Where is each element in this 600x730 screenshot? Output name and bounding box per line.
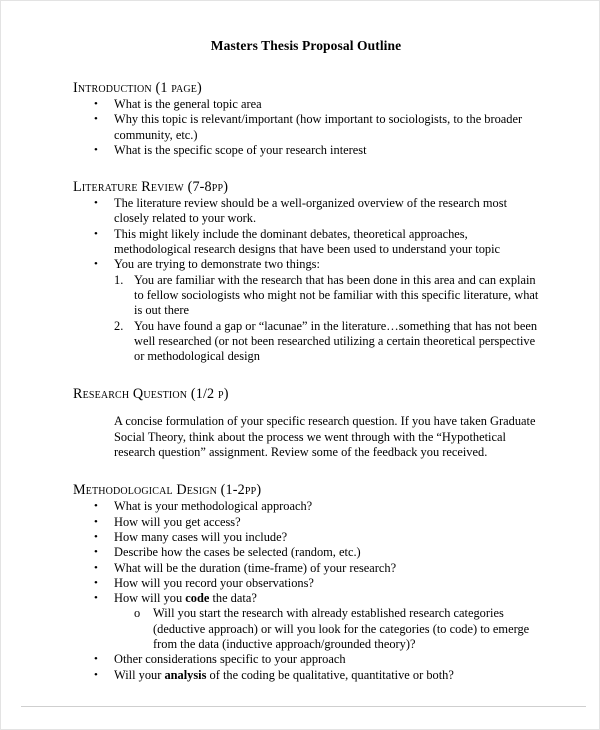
list-item-text: What is your methodological approach?: [114, 499, 313, 514]
section-heading-methodological-design: Methodological Design (1-2pp): [73, 482, 262, 499]
sub-list-item-text: Will you start the research with already established research categories (deductive approach) or will you look for the categories (to code) to emerge from the data (inductive approach/grounded theory)?: [153, 606, 530, 652]
bullet-marker-icon: •: [94, 227, 98, 240]
section-heading-introduction: Introduction (1 page): [73, 80, 202, 96]
paragraph-research-question: A concise formulation of your specific research question. If you have taken Graduate Social Theory, think about the process we went through with the “Hypothetical research question” assignment. Review some of the feedback you received.: [114, 414, 536, 460]
section-heading-literature-review: Literature Review (7-8pp): [73, 179, 229, 196]
list-item: [1, 257, 600, 272]
bullet-marker-icon: •: [94, 197, 98, 210]
bullet-list-introduction: [1, 97, 600, 158]
bullet-marker-icon: •: [94, 530, 98, 543]
numbered-list-literature-review: [1, 273, 600, 365]
footer-divider: [21, 706, 586, 707]
list-item-text-emphasis: analysis: [164, 667, 207, 682]
list-item-text: The literature review should be a well-organized overview of the research most closely related to your work.: [114, 196, 508, 226]
bullet-marker-icon: •: [94, 515, 98, 528]
bullet-marker-icon: •: [94, 546, 98, 559]
bullet-marker-icon: •: [94, 576, 98, 589]
list-item-text-suffix: the data?: [209, 591, 257, 606]
section-heading-research-question: Research Question (1/2 p): [73, 386, 229, 403]
list-item-text: Why this topic is relevant/important (how important to sociologists, to the broader community, etc.): [114, 112, 523, 142]
list-item-text-emphasis: code: [185, 591, 210, 606]
numbered-list-item-text: You are familiar with the research that has been done in this area and can explain to fellow sociologists who might not be familiar with this specific literature, what is out there: [134, 272, 539, 318]
list-item-text-suffix: of the coding be qualitative, quantitative or both?: [206, 667, 454, 682]
list-item-text: Other considerations specific to your approach: [114, 652, 346, 667]
bullet-marker-icon: •: [94, 653, 98, 666]
list-item: [1, 97, 600, 112]
list-item-text: How will you get access?: [114, 514, 241, 529]
list-item: [1, 196, 600, 227]
list-item: [1, 227, 600, 258]
number-marker: 2.: [114, 318, 124, 333]
bullet-marker-icon: •: [94, 98, 98, 110]
list-item-text-prefix: Will your: [114, 667, 165, 682]
list-item-text: Describe how the cases be selected (random, etc.): [114, 545, 361, 560]
page-content: [1, 1, 600, 683]
sub-bullet-marker-icon: o: [134, 606, 141, 621]
bullet-marker-icon: •: [94, 500, 98, 513]
list-item-text: How will you record your observations?: [114, 575, 314, 590]
list-item-text: What is the general topic area: [114, 97, 262, 111]
numbered-list-item: [1, 319, 600, 365]
list-item: [1, 530, 600, 545]
list-item: [1, 545, 600, 560]
bullet-marker-icon: •: [94, 113, 98, 126]
list-item: [1, 499, 600, 514]
list-item-analysis: [1, 668, 600, 683]
bullet-list-literature-review: [1, 196, 600, 272]
numbered-list-item-text: You have found a gap or “lacunae” in the literature…something that has not been well researched (or not been researched utilizing a certain theoretical perspective or methodological design: [134, 318, 538, 364]
list-item: [1, 143, 600, 158]
list-item-text: This might likely include the dominant debates, theoretical approaches, methodological research designs that have been used to understand your topic: [114, 226, 501, 257]
bullet-marker-icon: •: [94, 258, 98, 271]
page-title: Masters Thesis Proposal Outline: [210, 38, 402, 53]
number-marker: 1.: [114, 272, 124, 287]
list-item: [1, 652, 600, 667]
list-item-code: [1, 591, 600, 606]
list-item: [1, 576, 600, 591]
bullet-list-methodological-design: [1, 499, 600, 606]
numbered-list-item: [1, 273, 600, 319]
list-item-text: You are trying to demonstrate two things:: [114, 257, 320, 272]
bullet-marker-icon: •: [94, 592, 98, 605]
sub-list-item: [1, 606, 600, 652]
bullet-marker-icon: •: [94, 561, 98, 574]
list-item: [1, 561, 600, 576]
list-item-text: What is the specific scope of your research interest: [114, 142, 367, 157]
list-item-text: What will be the duration (time-frame) of your research?: [114, 560, 397, 575]
list-item-text-prefix: How will you: [114, 591, 186, 606]
list-item: [1, 515, 600, 530]
list-item: [1, 112, 600, 143]
bullet-marker-icon: •: [94, 668, 98, 681]
list-item-text: How many cases will you include?: [114, 529, 288, 544]
bullet-list-methodological-design-tail: [1, 652, 600, 683]
sub-bullet-list-coding: [1, 606, 600, 652]
bullet-marker-icon: •: [94, 143, 98, 156]
